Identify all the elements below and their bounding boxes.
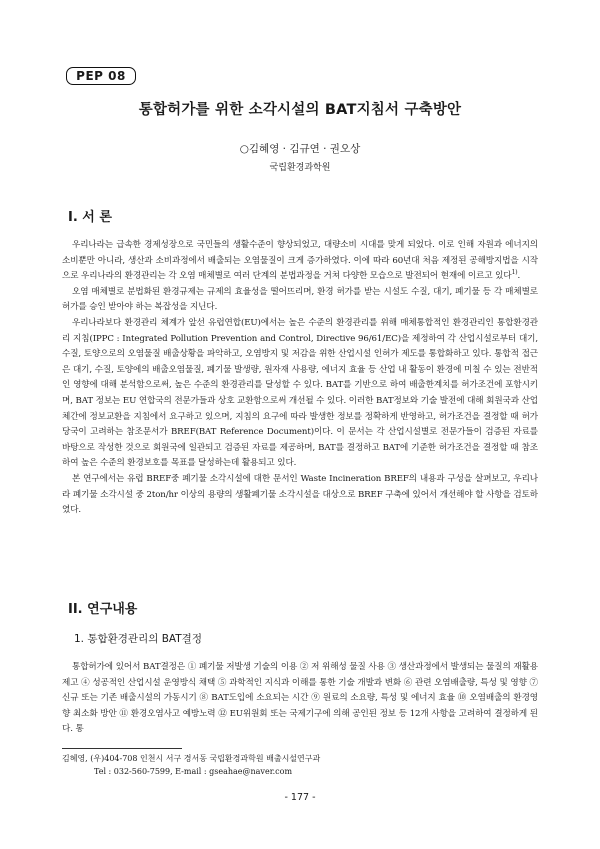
footnote bbox=[62, 753, 538, 778]
intro-paragraph: 오염 매체별로 분법화된 환경규제는 규제의 효율성을 떨어뜨리며, 환경 허가를 받는 시설도 수질, 대기, 폐기물 등 각 매체별로 허가를 승인 받아야 하는 복잡성을 지닌다. bbox=[62, 286, 538, 313]
footnote-address: 김혜영, (우)404-708 인천시 서구 경서동 국립환경과학원 배출시설연구과 bbox=[62, 754, 321, 763]
intro-paragraph: 본 연구에서는 유럽 BREF중 폐기물 소각시설에 대한 문서인 Waste Incineration BREF의 내용과 구성을 살펴보고, 우리나라 폐기물 소각시설 중 2ton/hr 이상의 용량의 생활폐기물 소각시설을 대상으로 BREF 구축에 있어서 개선해야 할 사항을 검토하였다. bbox=[62, 473, 538, 516]
introduction-body bbox=[62, 238, 538, 519]
session-badge: PEP 08 bbox=[66, 67, 136, 85]
intro-paragraph: 우리나라보다 환경관리 체계가 앞선 유럽연합(EU)에서는 높은 수준의 환경관리를 위해 매체통합적인 환경관리인 통합환경관리 지침(IPPC : Integrated Pollution Prevention and Control, Directive 96/61/EC)을 제정하여 각 산업시설로부터 대기, 수질, 토양으로의 오염물질 배출상황을 파악하고, 오염방지 및 저감을 위한 산업시설 인허가 제도를 통합화하고 있다. 통합적 접근은 대기, 수질, 토양에의 배출오염물질, 폐기물 발생량, 원자재 사용량, 에너지 효율 등 산업 내 활동이 환경에 미칠 수 있는 전반적인 영향에 대해 분석함으로써, 높은 수준의 환경관리를 달성할 수 있다. BAT를 기반으로 하여 배출한계치를 허가조건에 포함시키며, BAT 정보는 EU 연합국의 전문가들과 상호 교환함으로써 개선될 수 있다. 이러한 BAT정보와 기술 발전에 대해 회원국과 산업체간에 정보교환을 지침에서 요구하고 있으며, 지침의 요구에 따라 발생한 정보를 정확하게 반영하고, 허가조건을 결정할 때 허가당국이 고려하는 참조문서가 BREF(BAT Reference Document)이다. 이 문서는 각 산업시설별로 전문가들이 검증된 자료를 바탕으로 작성한 것으로 회원국에 일관되고 검증된 자료를 제공하며, BAT를 결정하고 BAT에 기준한 허가조건을 결정할 때 참조하여 높은 수준의 환경보호를 목표를 달성하는데 활용되고 있다. bbox=[62, 317, 538, 469]
footnote-contact: Tel : 032-560-7599, E-mail : gseahae@naver.com bbox=[94, 766, 293, 776]
intro-paragraph: 우리나라는 급속한 경제성장으로 국민들의 생활수준이 향상되었고, 대량소비 시대를 맞게 되었다. 이로 인해 자원과 에너지의 소비뿐만 아니라, 생산과 소비과정에서 배출되는 오염물질이 크게 증가하였다. 이에 따라 60년대 처음 제정된 공해방지법을 시작으로 우리나라의 환경관리는 각 오염 매체별로 여러 단계의 분법과정을 거쳐 다양한 모습으로 발전되어 현재에 이르고 있다$^{1)}$. bbox=[62, 240, 538, 282]
page-number: - 177 - bbox=[284, 792, 316, 803]
author-list: ○김혜영 · 김규연 · 권오상 bbox=[239, 143, 361, 155]
section-heading-introduction: I. 서 론 bbox=[68, 210, 112, 225]
affiliation: 국립환경과학원 bbox=[269, 163, 331, 173]
section-heading-research: II. 연구내용 bbox=[68, 602, 138, 617]
subsection-heading: 1. 통합환경관리의 BAT결정 bbox=[74, 633, 202, 645]
research-body bbox=[62, 660, 538, 738]
research-paragraph: 통합허가에 있어서 BAT결정은 ① 폐기물 저발생 기술의 이용 ② 저 위해성 물질 사용 ③ 생산과정에서 발생되는 물질의 재활용 제고 ④ 성공적인 산업시설 운영방식 채택 ⑤ 과학적인 지식과 이해를 통한 기술 개발과 변화 ⑥ 관련 오염배출량, 특성 및 영향 ⑦ 신규 또는 기존 배출시설의 가동시기 ⑧ BAT도입에 소요되는 시간 ⑨ 원료의 소요량, 특성 및 에너지 효율 ⑩ 오염배출의 환경영향 최소화 방안 ⑪ 환경오염사고 예방노력 ⑫ EU위원회 또는 국제기구에 의해 공인된 정보 등 12개 사항을 고려하여 결정하게 된다. 통 bbox=[62, 662, 538, 735]
footnote-reference: 1) bbox=[511, 269, 518, 277]
footnote-divider bbox=[62, 748, 182, 749]
paper-title: 통합허가를 위한 소각시설의 BAT지침서 구축방안 bbox=[138, 102, 462, 118]
